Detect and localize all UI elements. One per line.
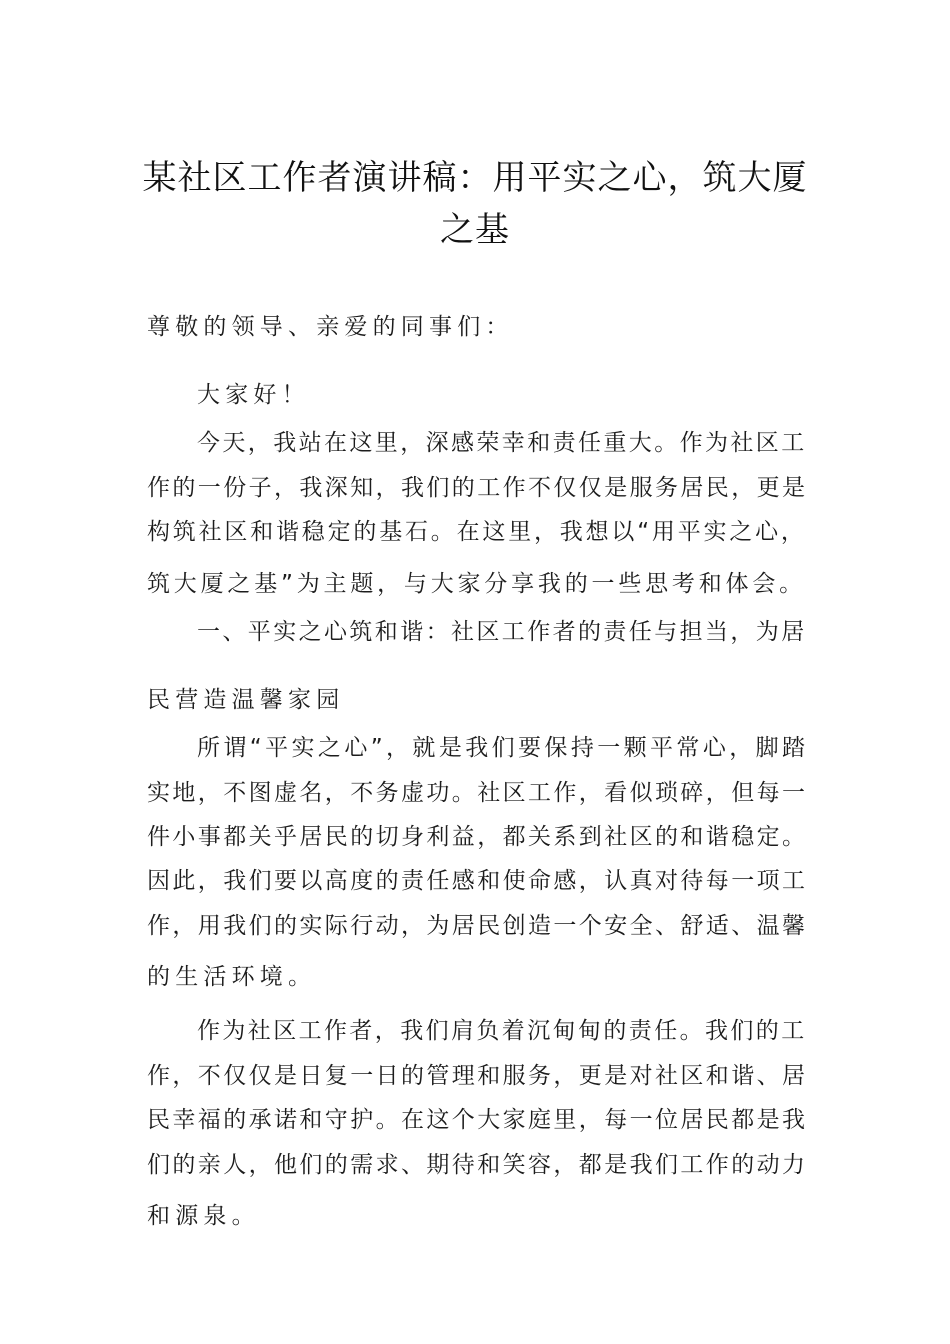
paragraph-line: 作，用我们的实际行动，为居民创造一个安全、舒适、温馨 xyxy=(147,913,808,939)
paragraph-line: 作，不仅仅是日复一日的管理和服务，更是对社区和谐、居 xyxy=(147,1063,808,1089)
paragraph-line: 的生活环境。 xyxy=(147,964,317,990)
paragraph-line: 实地，不图虚名，不务虚功。社区工作，看似琐碎，但每一 xyxy=(147,780,808,806)
paragraph-line: 作为社区工作者，我们肩负着沉甸甸的责任。我们的工 xyxy=(197,1018,807,1044)
section-heading-line: 民营造温馨家园 xyxy=(147,687,345,713)
salutation: 尊敬的领导、亲爱的同事们： xyxy=(147,314,514,340)
section-heading-line: 一、平实之心筑和谐：社区工作者的责任与担当，为居 xyxy=(197,619,807,645)
paragraph-line: 民幸福的承诺和守护。在这个大家庭里，每一位居民都是我 xyxy=(147,1107,808,1133)
title-line-1: 某社区工作者演讲稿：用平实之心，筑大厦 xyxy=(142,158,808,198)
greeting: 大家好！ xyxy=(197,382,310,408)
paragraph-line: 构筑社区和谐稳定的基石。在这里，我想以“用平实之心， xyxy=(147,519,807,545)
paragraph-line: 因此，我们要以高度的责任感和使命感，认真对待每一项工 xyxy=(147,868,808,894)
paragraph-line: 们的亲人，他们的需求、期待和笑容，都是我们工作的动力 xyxy=(147,1152,808,1178)
paragraph-line: 作的一份子，我深知，我们的工作不仅仅是服务居民，更是 xyxy=(147,475,808,501)
paragraph-line: 和源泉。 xyxy=(147,1203,260,1229)
title-line-2: 之基 xyxy=(440,210,510,250)
paragraph-line: 筑大厦之基”为主题，与大家分享我的一些思考和体会。 xyxy=(147,571,806,597)
paragraph-line: 件小事都关乎居民的切身利益，都关系到社区的和谐稳定。 xyxy=(147,824,808,850)
paragraph-line: 今天，我站在这里，深感荣幸和责任重大。作为社区工 xyxy=(197,430,807,456)
paragraph-line: 所谓“平实之心”，就是我们要保持一颗平常心，脚踏 xyxy=(197,735,809,761)
document-title xyxy=(120,152,830,256)
